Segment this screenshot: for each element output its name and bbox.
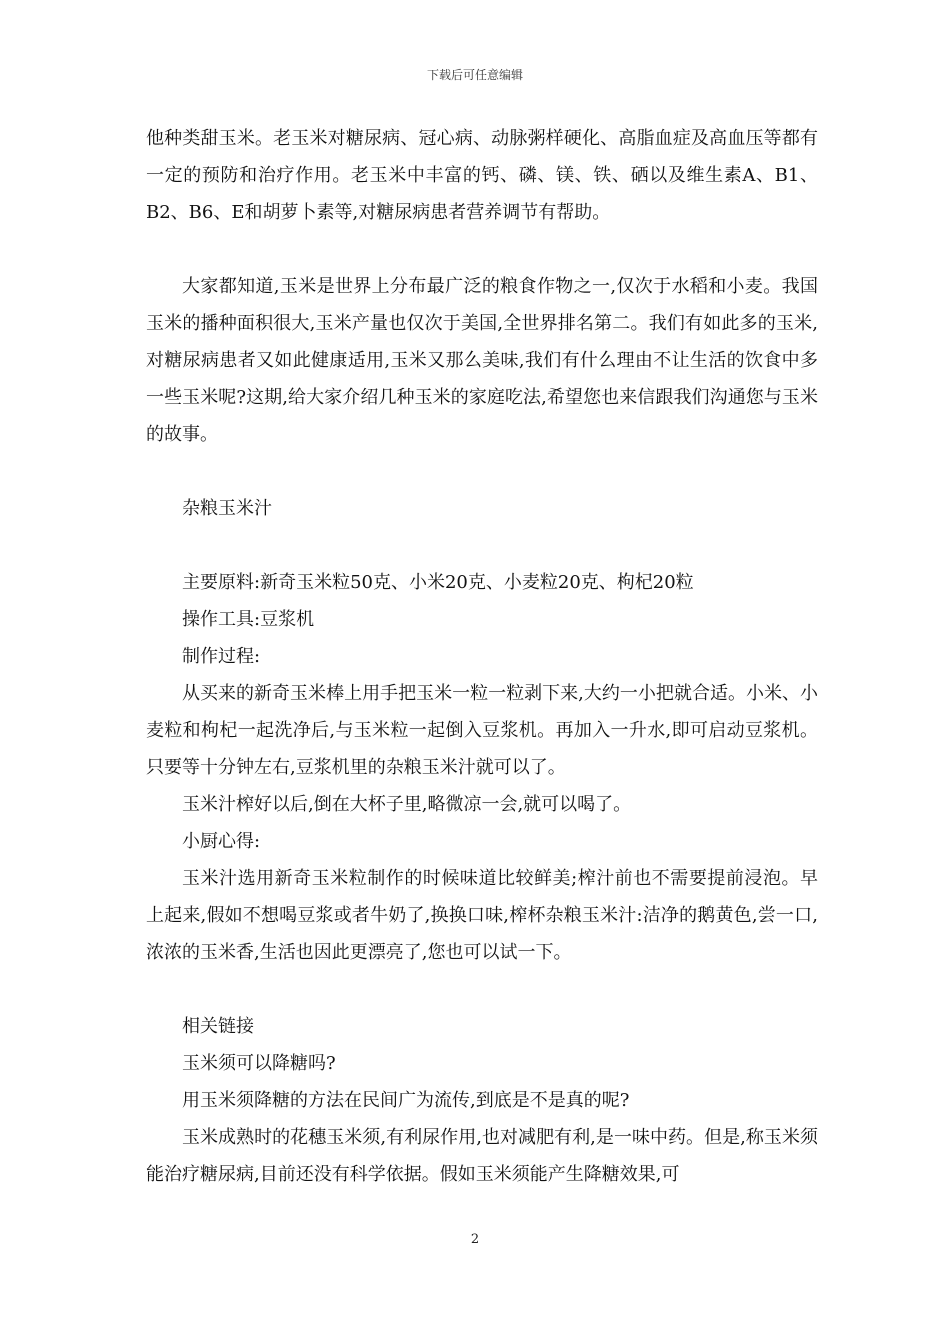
paragraph-corn-intro: 大家都知道,玉米是世界上分布最广泛的粮食作物之一,仅次于水稻和小麦。我国玉米的播种面积很大,玉米产量也仅次于美国,全世界排名第二。我们有如此多的玉米,对糖尿病患者又如此健康适用,玉米又那么美味,我们有什么理由不让生活的饮食中多一些玉米呢?这期,给大家介绍几种玉米的家庭吃法,希望您也来信跟我们沟通您与玉米的故事。	[146, 276, 818, 445]
chef-notes-heading: 小厨心得:	[182, 831, 261, 852]
recipe-tool: 操作工具:豆浆机	[182, 609, 315, 630]
paragraph-spacer	[146, 453, 818, 490]
recipe-process-heading: 制作过程:	[182, 646, 261, 667]
paragraph-spacer	[146, 231, 818, 268]
document-body	[146, 120, 818, 1193]
chef-notes-text: 玉米汁选用新奇玉米粒制作的时候味道比较鲜美;榨汁前也不需要提前浸泡。早上起来,假如不想喝豆浆或者牛奶了,换换口味,榨杯杂粮玉米汁:洁净的鹅黄色,尝一口,浓浓的玉米香,生活也因此更漂亮了,您也可以试一下。	[146, 868, 818, 963]
paragraph-spacer	[146, 527, 818, 564]
page-number: 2	[470, 1232, 480, 1247]
paragraph-spacer	[146, 971, 818, 1008]
recipe-serving-text: 玉米汁榨好以后,倒在大杯子里,略微凉一会,就可以喝了。	[182, 794, 632, 815]
recipe-ingredients: 主要原料:新奇玉米粒50克、小米20克、小麦粒20克、枸杞20粒	[182, 572, 694, 593]
recipe-title: 杂粮玉米汁	[182, 498, 272, 519]
page-header: 下载后可任意编辑	[426, 68, 523, 82]
related-body-text: 玉米成熟时的花穗玉米须,有利尿作用,也对减肥有利,是一味中药。但是,称玉米须能治疗糖尿病,目前还没有科学依据。假如玉米须能产生降糖效果,可	[146, 1127, 818, 1185]
related-links-heading: 相关链接	[182, 1016, 254, 1037]
related-intro-text: 用玉米须降糖的方法在民间广为流传,到底是不是真的呢?	[182, 1090, 630, 1111]
related-question: 玉米须可以降糖吗?	[182, 1053, 336, 1074]
paragraph-corn-health: 他种类甜玉米。老玉米对糖尿病、冠心病、动脉粥样硬化、高脂血症及高血压等都有一定的预防和治疗作用。老玉米中丰富的钙、磷、镁、铁、硒以及维生素A、B1、B2、B6、E和胡萝卜素等,对糖尿病患者营养调节有帮助。	[146, 128, 818, 223]
recipe-process-text: 从买来的新奇玉米棒上用手把玉米一粒一粒剥下来,大约一小把就合适。小米、小麦粒和枸杞一起洗净后,与玉米粒一起倒入豆浆机。再加入一升水,即可启动豆浆机。只要等十分钟左右,豆浆机里的杂粮玉米汁就可以了。	[146, 683, 818, 778]
